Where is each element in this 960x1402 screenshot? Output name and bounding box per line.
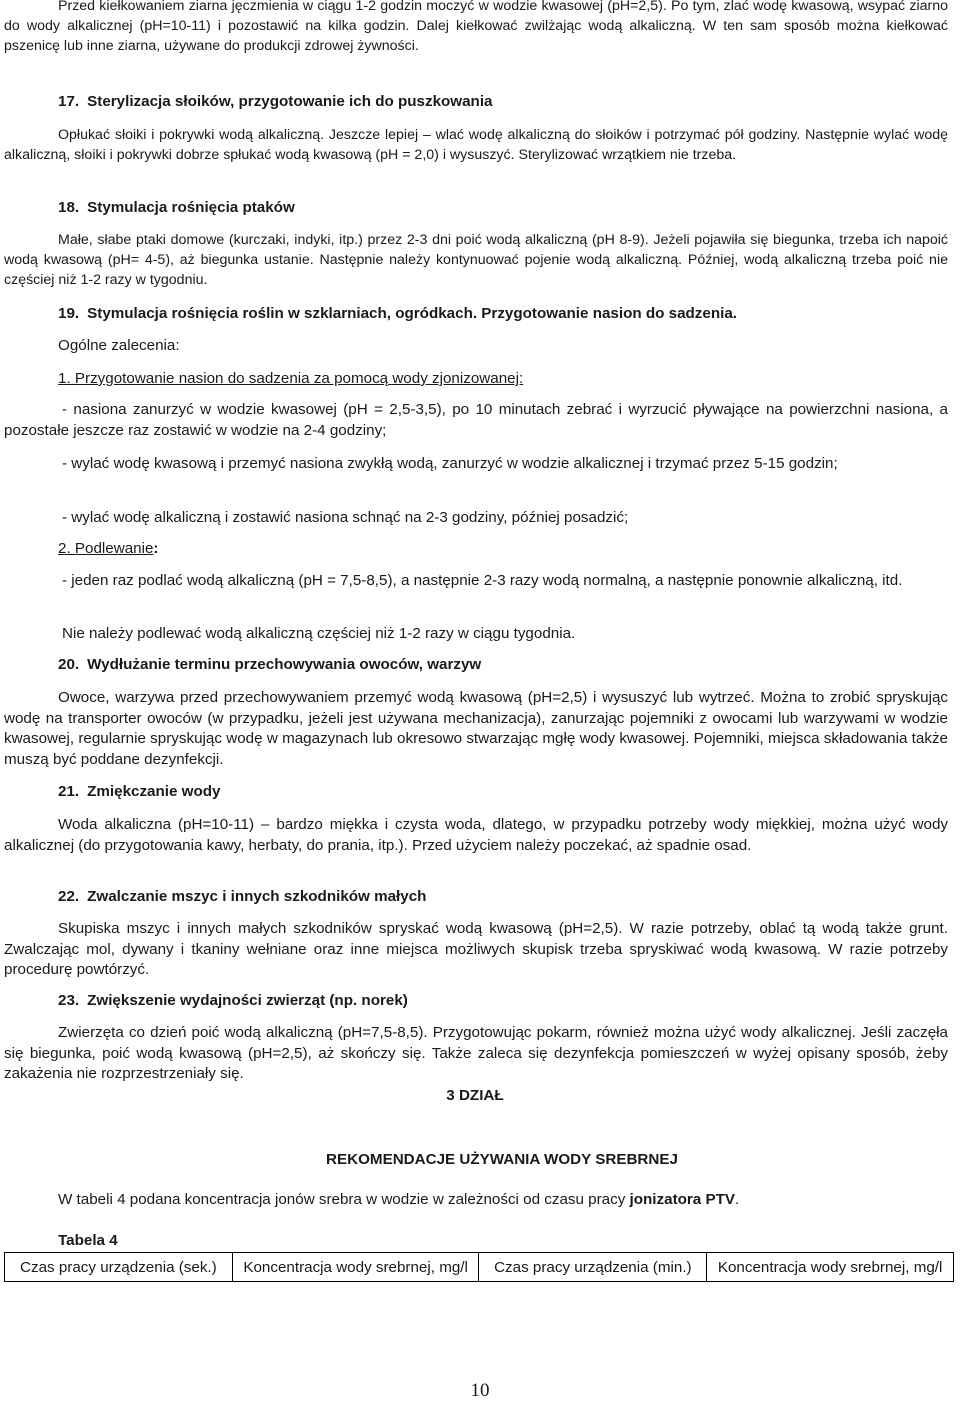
subsection-2-colon: : — [153, 540, 159, 557]
table-header-minutes: Czas pracy urządzenia (min.) — [479, 1253, 707, 1282]
heading-20-text: Wydłużanie terminu przechowywania owoców, warzyw — [87, 656, 482, 673]
heading-21 — [58, 782, 220, 802]
watering-note: Nie należy podlewać wodą alkaliczną częściej niż 1-2 razy w ciągu tygodnia. — [62, 625, 576, 642]
chapter-heading: 3 DZIAŁ — [446, 1087, 504, 1104]
section-18-text: Małe, słabe ptaki domowe (kurczaki, indyki, itp.) przez 2-3 dni poić wodą alkaliczną (pH 8-9). Jeżeli pojawiła się biegunka, trzeba ich napoić wodą kwasową (pH= 4-5), aż biegunka ustanie. Następnie należy kontynuować pojenie wodą alkaliczną. Później, wodą alkaliczną trzeba poić nie częściej niż 1-2 razy w tygodniu. — [4, 232, 948, 289]
heading-19 — [58, 304, 737, 324]
heading-22-text: Zwalczanie mszyc i innych szkodników małych — [87, 888, 427, 905]
heading-18-number: 18. — [58, 199, 80, 216]
general-recommendations-label: Ogólne zalecenia: — [58, 337, 180, 354]
table-intro-device: jonizatora PTV — [629, 1191, 736, 1208]
table-4 — [4, 1252, 954, 1282]
section-21-text: Woda alkaliczna (pH=10-11) – bardzo miękka i czysta woda, dlatego, w przypadku potrzeby wody miękkiej, można użyć wody alkalicznej (do przygotowania kawy, herbaty, do prania, itp.). Przed użyciem należy poczekać, aż spadnie osad. — [4, 816, 948, 854]
heading-21-number: 21. — [58, 783, 80, 800]
heading-19-number: 19. — [58, 305, 80, 322]
heading-23 — [58, 991, 408, 1011]
heading-18 — [58, 198, 295, 218]
section-17-text: Opłukać słoiki i pokrywki wodą alkaliczną. Jeszcze lepiej – wlać wodę alkaliczną do słoików i potrzymać pół godziny. Następnie wylać wodę alkaliczną, słoiki i pokrywki dobrze spłukać wodą kwasową (pH = 2,0) i wysuszyć. Sterylizować wrzątkiem nie trzeba. — [4, 127, 948, 164]
table-intro — [58, 1190, 739, 1210]
heading-21-text: Zmiękczanie wody — [87, 783, 221, 800]
bullet-watering: - jeden raz podlać wodą alkaliczną (pH = 7,5-8,5), a następnie 2-3 razy wodą normalną, a następnie ponownie alkaliczną, itd. — [62, 572, 903, 589]
table-intro-end: . — [735, 1191, 740, 1208]
section-22-text: Skupiska mszyc i innych małych szkodników spryskać wodą kwasową (pH=2,5). W razie potrzeby, oblać tą wodą także grunt. Zwalczając mol, dywany i tkaniny wełniane oraz inne miejsca możliwych skupisk trzeba spryskiwać wodą kwasową. W razie potrzeby procedurę powtórzyć. — [4, 920, 948, 979]
heading-22 — [58, 887, 426, 907]
bullet-dry-and-plant: - wylać wodę alkaliczną i zostawić nasiona schnąć na 2-3 godziny, później posadzić; — [62, 509, 629, 526]
bullet-soak-acidic: - nasiona zanurzyć w wodzie kwasowej (pH = 2,5-3,5), po 10 minutach zebrać i wyrzucić pływające na powierzchni nasiona, a pozostałe jeszcze raz zostawić w wodzie na 2-4 godziny; — [4, 401, 948, 439]
subsection-1-title: 1. Przygotowanie nasion do sadzenia za pomocą wody zjonizowanej: — [58, 370, 524, 387]
heading-19-text: Stymulacja rośnięcia roślin w szklarniach, ogródkach. Przygotowanie nasion do sadzenia. — [87, 305, 737, 322]
heading-23-text: Zwiększenie wydajności zwierząt (np. norek) — [87, 992, 408, 1009]
table-intro-text: W tabeli 4 podana koncentracja jonów srebra w wodzie w zależności od czasu pracy — [58, 1191, 626, 1208]
subsection-2-title — [58, 539, 158, 559]
table-caption: Tabela 4 — [58, 1232, 118, 1249]
intro-paragraph: Przed kiełkowaniem ziarna jęczmienia w ciągu 1-2 godzin moczyć w wodzie kwasowej (pH=2,5). Po tym, zlać wodę kwasową, wsypać ziarno do wody alkalicznej (pH=10-11) i pozostawić na kilka godzin. Dalej kiełkować zwilżając wodą alkaliczną. W ten sam sposób można kiełkować pszenicę lub inne ziarna, używane do produkcji zdrowej żywności. — [4, 0, 948, 55]
heading-20-number: 20. — [58, 656, 80, 673]
section-23-text: Zwierzęta co dzień poić wodą alkaliczną (pH=7,5-8,5). Przygotowując pokarm, również można użyć wody alkalicznej. Jeśli zaczęła się biegunka, poić wodą kwasową (pH=2,5), aż skończy się. Także zaleca się dezynfekcja pomieszczeń w wyżej opisany sposób, żeby zakażenia nie rozprzestrzeniały się. — [4, 1024, 948, 1083]
heading-22-number: 22. — [58, 888, 80, 905]
table-header-concentration-2: Koncentracja wody srebrnej, mg/l — [707, 1253, 954, 1282]
heading-17-text: Sterylizacja słoików, przygotowanie ich do puszkowania — [87, 93, 493, 110]
section-title: REKOMENDACJE UŻYWANIA WODY SREBRNEJ — [326, 1151, 678, 1168]
heading-23-number: 23. — [58, 992, 80, 1009]
table-header-concentration-1: Koncentracja wody srebrnej, mg/l — [232, 1253, 479, 1282]
table-header-seconds: Czas pracy urządzenia (sek.) — [5, 1253, 233, 1282]
heading-17 — [58, 92, 493, 112]
subsection-2-label: 2. Podlewanie — [58, 540, 154, 557]
page-number: 10 — [470, 1380, 490, 1401]
heading-20 — [58, 655, 481, 675]
heading-18-text: Stymulacja rośnięcia ptaków — [87, 199, 295, 216]
section-20-text: Owoce, warzywa przed przechowywaniem przemyć wodą kwasową (pH=2,5) i wysuszyć lub wytrzeć. Można to zrobić spryskując wodę na transporter owoców (w przypadku, jeżeli jest używana mechanizacja), zanurzając pojemniki z owocami lub warzywami w wodzie kwasowej, regularnie spryskując wodę w magazynach lub okresowo stwarzając mgłę wody kwasowej. Pojemniki, miejsca składowania także muszą być poddane dezynfekcji. — [4, 689, 948, 768]
heading-17-number: 17. — [58, 93, 80, 110]
bullet-rinse-alkaline: - wylać wodę kwasową i przemyć nasiona zwykłą wodą, zanurzyć w wodzie alkalicznej i trzymać przez 5-15 godzin; — [62, 455, 838, 472]
table-header-row — [5, 1253, 954, 1282]
